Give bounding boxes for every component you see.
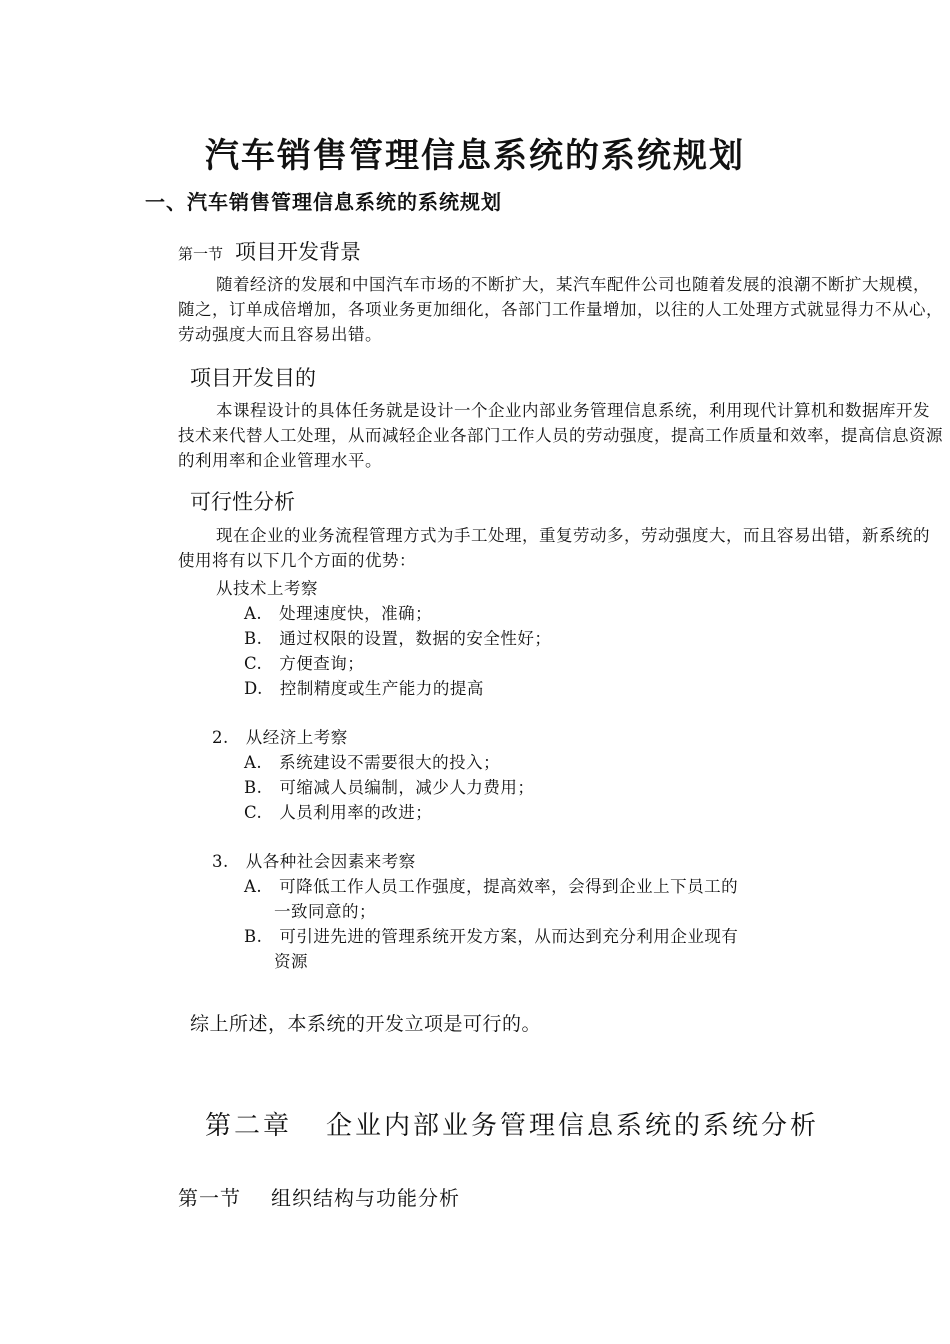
section2-prefix: 第一节 xyxy=(178,1186,241,1210)
paragraph-feasibility: 现在企业的业务流程管理方式为手工处理，重复劳动多，劳动强度大，而且容易出错，新系统的使用将有以下几个方面的优势： xyxy=(178,526,930,570)
list-item: A. 处理速度快，准确； xyxy=(244,604,433,623)
section-prefix: 第一节 xyxy=(178,245,224,263)
chapter2-section-heading xyxy=(178,1182,460,1211)
chapter2-heading xyxy=(205,1105,819,1142)
section-title: 项目开发背景 xyxy=(235,240,362,264)
list-item: B. 通过权限的设置，数据的安全性好； xyxy=(244,629,552,648)
list-item: D. 控制精度或生产能力的提高 xyxy=(244,679,484,698)
section2-title: 组织结构与功能分析 xyxy=(271,1186,460,1210)
section-heading-background xyxy=(178,236,361,266)
chapter2-title: 企业内部业务管理信息系统的系统分析 xyxy=(326,1111,820,1141)
list-item: B. 可引进先进的管理系统开发方案，从而达到充分利用企业现有 xyxy=(244,927,739,946)
list-item: C. 人员利用率的改进； xyxy=(244,803,433,822)
econ-heading: 2. 从经济上考察 xyxy=(212,728,348,747)
tech-heading: 从技术上考察 xyxy=(216,579,318,598)
conclusion: 综上所述，本系统的开发立项是可行的。 xyxy=(190,1013,542,1035)
section-heading-feasibility: 可行性分析 xyxy=(190,490,295,514)
chapter2-prefix: 第二章 xyxy=(205,1111,293,1141)
list-item: B. 可缩减人员编制，减少人力费用； xyxy=(244,778,535,797)
list-item: A. 可降低工作人员工作强度，提高效率，会得到企业上下员工的 xyxy=(244,877,739,896)
paragraph-purpose: 本课程设计的具体任务就是设计一个企业内部业务管理信息系统，利用现代计算机和数据库开发技术来代替人工处理，从而减轻企业各部门工作人员的劳动强度，提高工作质量和效率，提高信息资源的利用率和企业管理水平。 xyxy=(178,401,943,470)
document-title: 汽车销售管理信息系统的系统规划 xyxy=(205,136,745,176)
chapter-heading: 一、汽车销售管理信息系统的系统规划 xyxy=(145,190,502,214)
list-item-continuation: 一致同意的； xyxy=(274,902,376,921)
social-heading: 3. 从各种社会因素来考察 xyxy=(212,852,416,871)
list-item: A. 系统建设不需要很大的投入； xyxy=(244,753,501,772)
paragraph-background: 随着经济的发展和中国汽车市场的不断扩大，某汽车配件公司也随着发展的浪潮不断扩大规模，随之，订单成倍增加，各项业务更加细化，各部门工作量增加，以往的人工处理方式就显得力不从心，劳动强度大而且容易出错。 xyxy=(178,275,943,344)
section-heading-purpose: 项目开发目的 xyxy=(190,366,316,390)
list-item: C. 方便查询； xyxy=(244,654,365,673)
list-item-continuation: 资源 xyxy=(274,952,308,971)
